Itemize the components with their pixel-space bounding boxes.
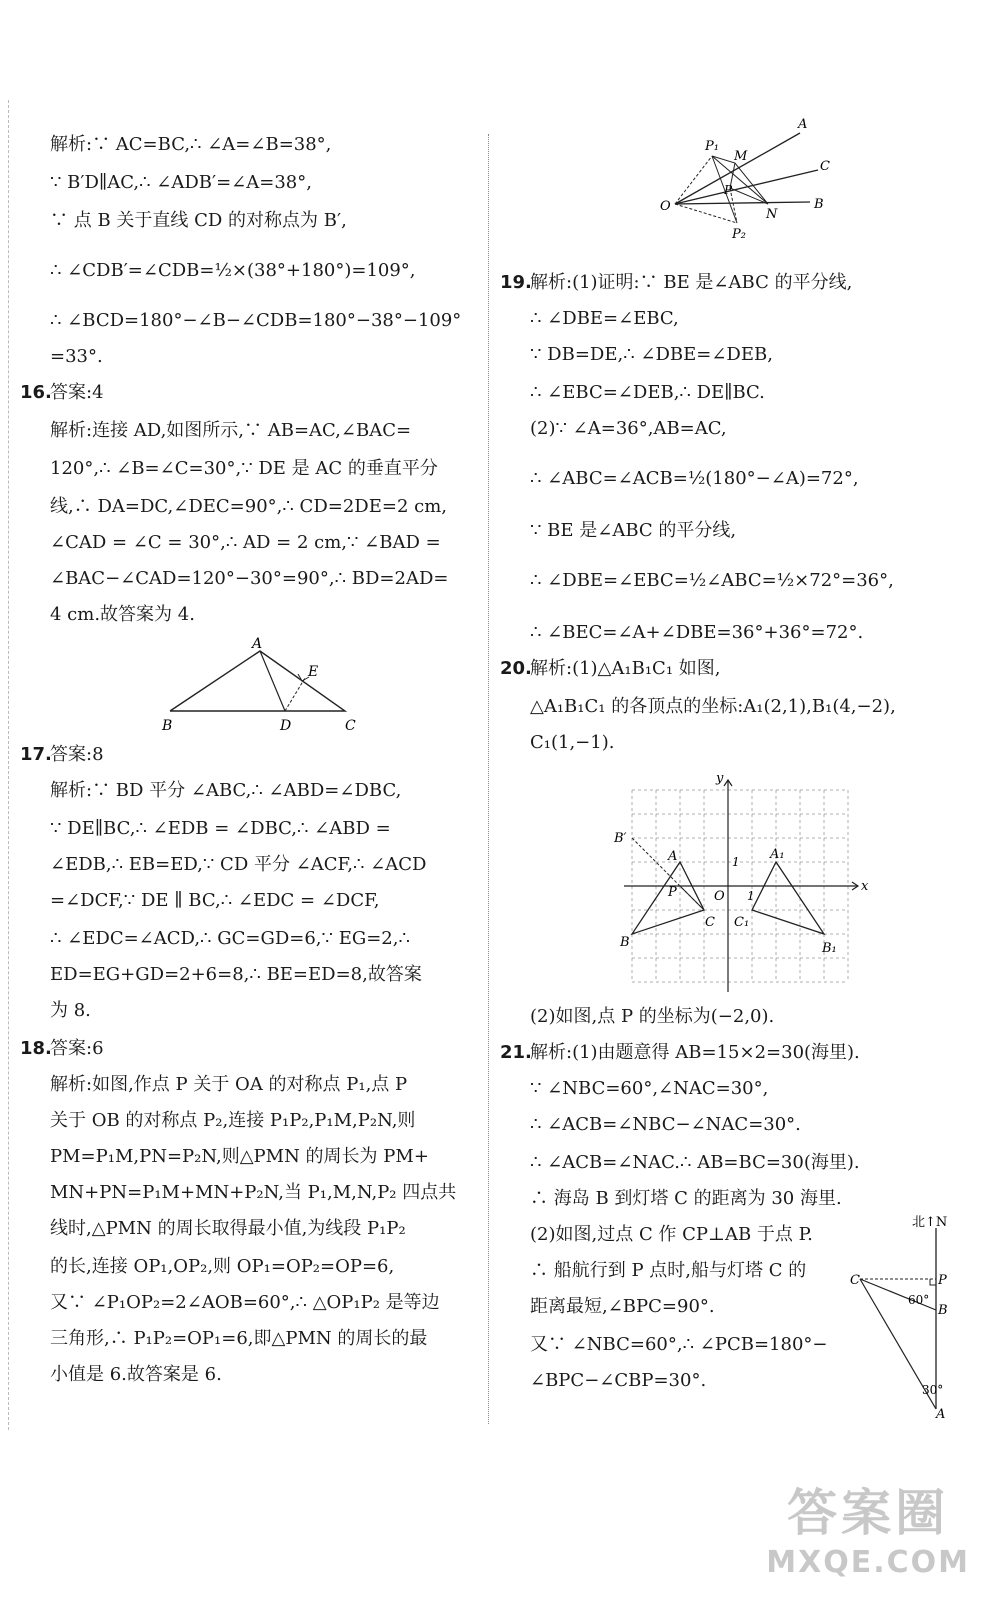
q18-line: 又∵ ∠P₁OP₂=2∠AOB=60°,∴ △OP₁P₂ 是等边 [50,1292,440,1313]
label-P: P [938,1273,947,1288]
q15-line: 解析:∵ AC=BC,∴ ∠A=∠B=38°, [50,134,332,155]
label-Bprime: B′ [614,831,627,846]
label-one-x: 1 [747,889,755,903]
q21-number: 21. [500,1042,532,1063]
q21-line: (2)如图,过点 C 作 CP⊥AB 于点 P. [530,1224,813,1245]
label-P: P [724,183,733,197]
label-north: 北↑N [912,1215,948,1230]
watermark-sub: MXQE.COM [766,1545,970,1580]
q16-line: 解析:连接 AD,如图所示,∵ AB=AC,∠BAC= [50,420,412,441]
label-y: y [716,771,724,786]
label-A: A [936,1407,946,1422]
q21-line: 距离最短,∠BPC=90°. [530,1296,715,1317]
q21-line: ∴ 海岛 B 到灯塔 C 的距离为 30 海里. [530,1188,842,1209]
q18-line: 小值是 6.故答案是 6. [50,1364,222,1385]
q15-line: ∴ ∠CDB′=∠CDB=½×(38°+180°)=109°, [50,260,416,281]
q18-line: 关于 OB 的对称点 P₂,连接 P₁P₂,P₁M,P₂N,则 [50,1110,416,1131]
label-M: M [734,149,748,164]
q19-line: ∵ DB=DE,∴ ∠DBE=∠DEB, [530,344,773,365]
q20-line: 解析:(1)△A₁B₁C₁ 如图, [530,658,721,679]
q15-line: ∵ B′D∥AC,∴ ∠ADB′=∠A=38°, [50,172,312,193]
q15-line: ∴ ∠BCD=180°−∠B−∠CDB=180°−38°−109° [50,310,462,331]
label-B1: B₁ [822,941,837,956]
q17-answer: 答案:8 [50,744,104,765]
figure-q18-angle [650,108,840,248]
binding-fold-line [8,100,9,1430]
q21-line: ∴ ∠ACB=∠NBC−∠NAC=30°. [530,1114,801,1135]
label-A1: A₁ [770,847,785,862]
figure-q20-grid [610,768,880,998]
q20-number: 20. [500,658,532,679]
q18-line: PM=P₁M,PN=P₂N,则△PMN 的周长为 PM+ [50,1146,429,1167]
label-P2: P₂ [732,227,746,242]
label-B: B [938,1303,948,1318]
label-C: C [345,718,356,734]
label-O: O [660,199,671,214]
watermark-logo [766,1473,970,1580]
q18-line: MN+PN=P₁M+MN+P₂N,当 P₁,M,N,P₂ 四点共 [50,1182,457,1203]
label-x: x [861,879,869,894]
label-P1: P₁ [705,139,719,154]
q19-line: ∴ ∠EBC=∠DEB,∴ DE∥BC. [530,382,765,403]
q16-number: 16. [20,382,52,403]
q19-line: ∴ ∠DBE=∠EBC, [530,308,679,329]
label-P: P [668,885,677,900]
q17-line: ∠EDB,∴ EB=ED,∵ CD 平分 ∠ACF,∴ ∠ACD [50,854,427,875]
q21-line: 又∵ ∠NBC=60°,∴ ∠PCB=180°− [530,1334,828,1355]
q16-line: ∠BAC−∠CAD=120°−30°=90°,∴ BD=2AD= [50,568,449,589]
label-60deg: 60° [908,1293,930,1307]
q20-line: △A₁B₁C₁ 的各顶点的坐标:A₁(2,1),B₁(4,−2), [530,696,896,717]
q21-line: 解析:(1)由题意得 AB=15×2=30(海里). [530,1042,860,1063]
q20-line: (2)如图,点 P 的坐标为(−2,0). [530,1006,775,1027]
label-A: A [668,849,678,864]
q19-line: (2)∵ ∠A=36°,AB=AC, [530,418,727,439]
label-C: C [850,1273,860,1288]
q17-line: ∵ DE∥BC,∴ ∠EDB = ∠DBC,∴ ∠ABD = [50,818,391,839]
q15-line: ∵ 点 B 关于直线 CD 的对称点为 B′, [50,210,347,231]
q17-line: 为 8. [50,1000,91,1021]
q17-number: 17. [20,744,52,765]
q19-line: ∵ BE 是∠ABC 的平分线, [530,520,737,541]
q16-line: 线,∴ DA=DC,∠DEC=90°,∴ CD=2DE=2 cm, [50,496,447,517]
q18-answer: 答案:6 [50,1038,104,1059]
q19-line: 解析:(1)证明:∵ BE 是∠ABC 的平分线, [530,272,853,293]
q21-line: ∴ ∠ACB=∠NAC.∴ AB=BC=30(海里). [530,1152,860,1173]
q17-line: 解析:∵ BD 平分 ∠ABC,∴ ∠ABD=∠DBC, [50,780,402,801]
label-one-y: 1 [732,855,740,869]
label-B: B [814,197,824,212]
q18-number: 18. [20,1038,52,1059]
label-D: D [280,718,292,734]
column-divider [488,134,489,1424]
q17-line: =∠DCF,∵ DE ∥ BC,∴ ∠EDC = ∠DCF, [50,890,380,911]
q18-line: 的长,连接 OP₁,OP₂,则 OP₁=OP₂=OP=6, [50,1256,395,1277]
q20-line: C₁(1,−1). [530,732,615,753]
label-A: A [798,117,808,132]
q21-line: ∠BPC−∠CBP=30°. [530,1370,707,1391]
q18-line: 线时,△PMN 的周长取得最小值,为线段 P₁P₂ [50,1218,406,1239]
label-B: B [162,718,173,734]
label-30deg: 30° [922,1383,944,1397]
label-C: C [820,159,830,174]
figure-q21-navigation [850,1214,960,1424]
figure-q16-triangle [160,636,380,736]
q16-line: ∠CAD = ∠C = 30°,∴ AD = 2 cm,∵ ∠BAD = [50,532,441,553]
q18-line: 解析:如图,作点 P 关于 OA 的对称点 P₁,点 P [50,1074,408,1095]
label-B: B [620,935,630,950]
q21-line: ∵ ∠NBC=60°,∠NAC=30°, [530,1078,769,1099]
q19-number: 19. [500,272,532,293]
label-E: E [308,664,319,680]
watermark-main: 答案圈 [787,1484,950,1542]
label-A: A [252,636,263,652]
q16-answer: 答案:4 [50,382,104,403]
label-C: C [705,915,715,930]
label-C1: C₁ [734,915,750,930]
q19-line: ∴ ∠DBE=∠EBC=½∠ABC=½×72°=36°, [530,570,894,591]
label-N: N [766,207,778,222]
label-O: O [714,889,725,904]
q19-line: ∴ ∠BEC=∠A+∠DBE=36°+36°=72°. [530,622,864,643]
q16-line: 120°,∴ ∠B=∠C=30°,∵ DE 是 AC 的垂直平分 [50,458,438,479]
triangle-A1B1C1 [752,862,824,934]
q21-line: ∴ 船航行到 P 点时,船与灯塔 C 的 [530,1260,807,1281]
q18-line: 三角形,∴ P₁P₂=OP₁=6,即△PMN 的周长的最 [50,1328,428,1349]
q19-line: ∴ ∠ABC=∠ACB=½(180°−∠A)=72°, [530,468,859,489]
q16-line: 4 cm.故答案为 4. [50,604,195,625]
q17-line: ED=EG+GD=2+6=8,∴ BE=ED=8,故答案 [50,964,422,985]
q17-line: ∴ ∠EDC=∠ACD,∴ GC=GD=6,∵ EG=2,∴ [50,928,410,949]
q15-line: =33°. [50,346,103,367]
